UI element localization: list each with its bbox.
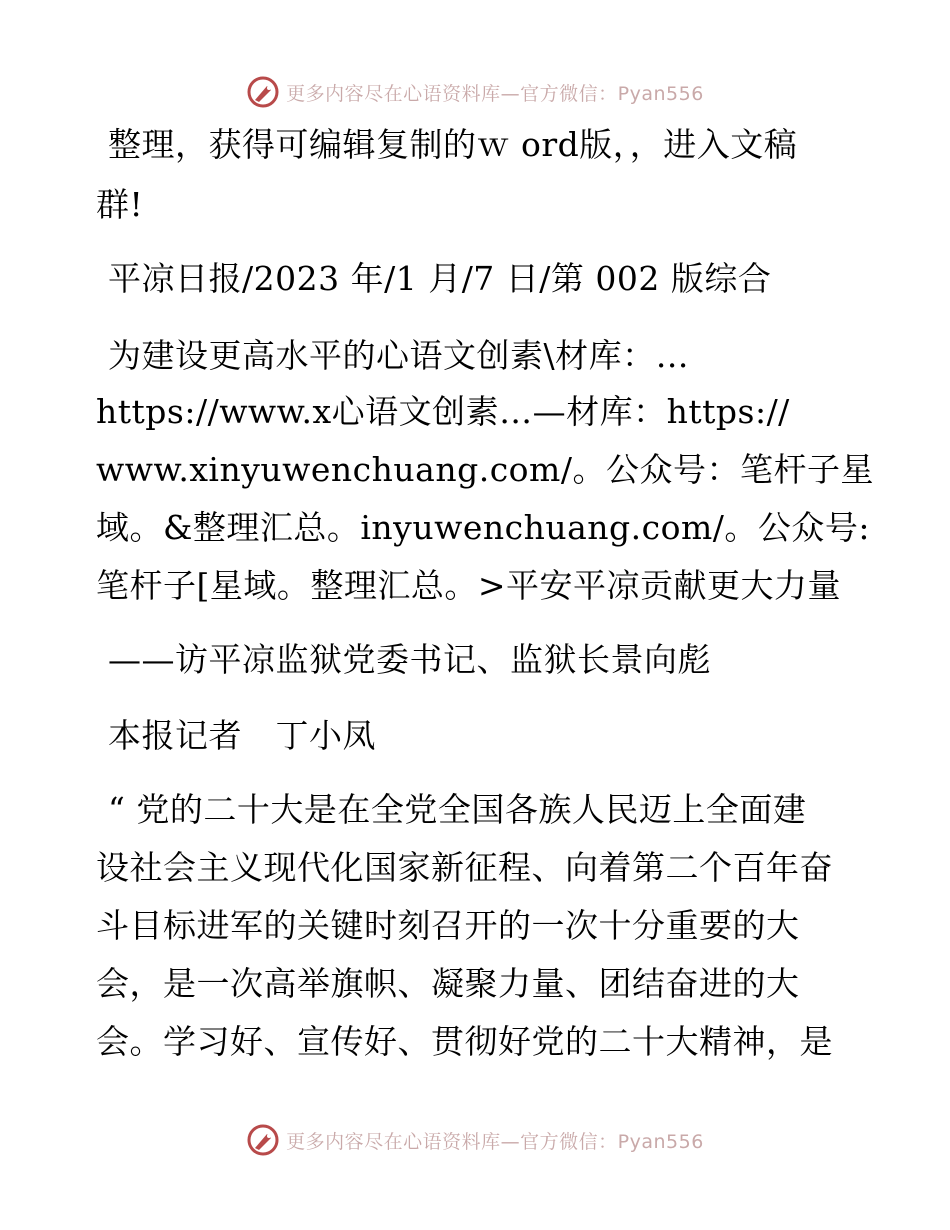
subheadline: ——访平凉监狱党委书记、监狱长景向彪 — [108, 640, 711, 679]
header-watermark-text: 更多内容尽在心语资料库—官方微信：Pyan556 — [286, 82, 704, 105]
pen-nib-icon — [246, 75, 280, 109]
dateline: 平凉日报/2023 年/1 月/7 日/第 002 版综合 — [108, 259, 772, 298]
text-line: 群! — [96, 185, 144, 224]
pen-nib-icon — [246, 1123, 280, 1157]
text-line: https://www.x心语文创素…—材库：https:// — [96, 392, 790, 431]
text-line: 会，是一次高举旗帜、凝聚力量、团结奋进的大 — [96, 964, 800, 1003]
text-line: 斗目标进军的关键时刻召开的一次十分重要的大 — [96, 906, 800, 945]
headline: 笔杆子[星域。整理汇总。>平安平凉贡献更大力量 — [96, 566, 842, 605]
text-line: “ 党的二十大是在全党全国各族人民迈上全面建 — [108, 790, 807, 829]
text-line: 域。&整理汇总。inyuwenchuang.com/。公众号: — [96, 508, 871, 547]
footer-watermark — [0, 1120, 950, 1160]
header-watermark — [0, 72, 950, 112]
text-line: 为建设更高水平的心语文创素\材库：… — [108, 336, 690, 375]
text-line: www.xinyuwenchuang.com/。公众号：笔杆子星 — [96, 450, 874, 489]
text-line: 设社会主义现代化国家新征程、向着第二个百年奋 — [96, 848, 833, 887]
footer-watermark-text: 更多内容尽在心语资料库—官方微信：Pyan556 — [286, 1130, 704, 1153]
byline: 本报记者 丁小凤 — [108, 716, 376, 755]
text-line: 会。学习好、宣传好、贯彻好党的二十大精神，是 — [96, 1022, 833, 1061]
text-line: 整理，获得可编辑复制的ｗ ord版，，进入文稿 — [108, 125, 798, 164]
